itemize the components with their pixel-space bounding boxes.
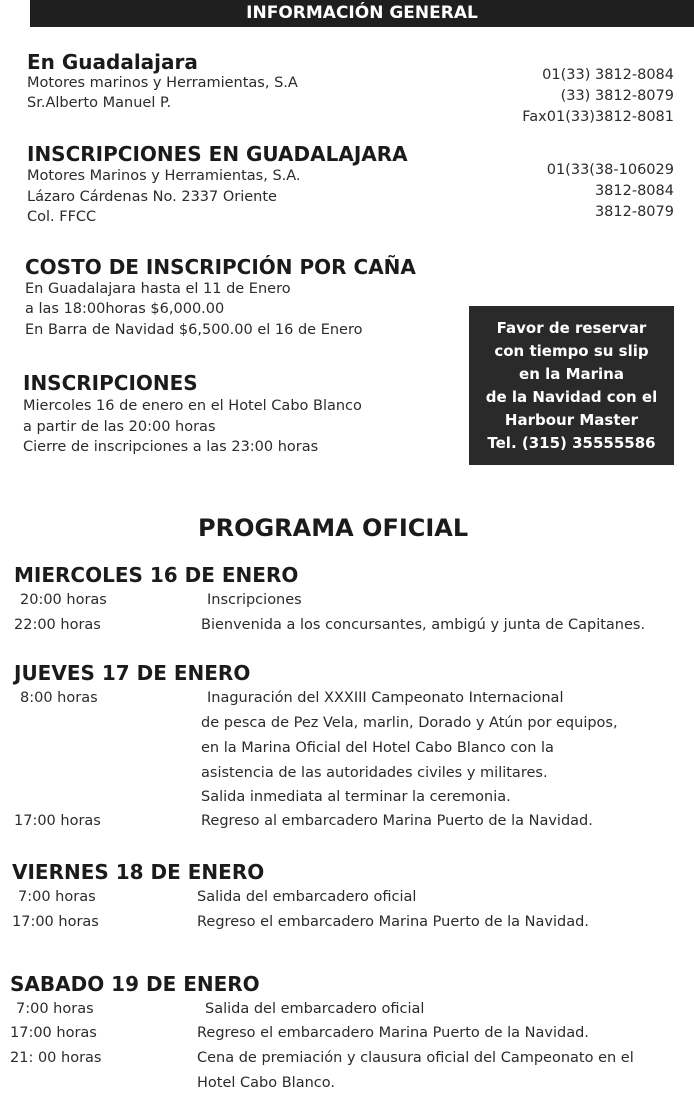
inscripciones-gdl-phone-3: 3812-8079 [594,204,674,220]
inscripciones-line-2: a partir de las 20:00 horas [23,419,216,435]
event-description: Inaguración del XXXIII Campeonato Internacional [207,690,564,706]
slip-reservation-notice [469,306,674,465]
event-description: Salida inmediata al terminar la ceremonia. [201,789,511,805]
event-description: de pesca de Pez Vela, marlin, Dorado y Atún por equipos, [201,715,618,731]
event-description: Bienvenida a los concursantes, ambigú y junta de Capitanes. [201,617,646,633]
notice-line-2: con tiempo su slip [494,342,649,360]
inscripciones-line-3: Cierre de inscripciones a las 23:00 horas [23,439,319,455]
guadalajara-fax: Fax01(33)3812-8081 [522,109,674,125]
costo-line-2: a las 18:00horas $6,000.00 [25,301,225,317]
event-time: 8:00 horas [20,690,98,706]
event-description: Regreso el embarcadero Marina Puerto de la Navidad. [197,1025,589,1041]
inscripciones-heading: INSCRIPCIONES [23,371,198,395]
day-title-viernes: VIERNES 18 DE ENERO [12,860,265,884]
notice-line-1: Favor de reservar [496,319,647,337]
event-time: 21: 00 horas [10,1050,102,1066]
notice-phone: Tel. (315) 35555586 [487,434,656,452]
section-header: INFORMACIÓN GENERAL [30,0,694,27]
event-description: Regreso al embarcadero Marina Puerto de la Navidad. [201,813,593,829]
event-time: 7:00 horas [16,1001,94,1017]
event-description: Inscripciones [207,592,302,608]
event-time: 17:00 horas [12,914,99,930]
inscripciones-gdl-line-3: Col. FFCC [27,209,97,225]
guadalajara-line-2: Sr.Alberto Manuel P. [27,95,172,111]
programa-title: PROGRAMA OFICIAL [198,514,469,542]
event-description: asistencia de las autoridades civiles y militares. [201,765,548,781]
event-description: Regreso el embarcadero Marina Puerto de la Navidad. [197,914,589,930]
guadalajara-phone-2: (33) 3812-8079 [560,88,674,104]
notice-line-4: de la Navidad con el [485,388,658,406]
guadalajara-phone-1: 01(33) 3812-8084 [542,67,674,83]
costo-heading: COSTO DE INSCRIPCIÓN POR CAÑA [25,255,416,279]
event-time: 20:00 horas [20,592,107,608]
event-time: 17:00 horas [10,1025,97,1041]
inscripciones-line-1: Miercoles 16 de enero en el Hotel Cabo Blanco [23,398,362,414]
inscripciones-gdl-phone-1: 01(33(38-106029 [546,162,674,178]
event-time: 7:00 horas [18,889,96,905]
event-time: 17:00 horas [14,813,101,829]
inscripciones-gdl-heading: INSCRIPCIONES EN GUADALAJARA [27,142,408,166]
guadalajara-heading: En Guadalajara [27,50,198,74]
inscripciones-gdl-line-1: Motores Marinos y Herramientas, S.A. [27,168,301,184]
event-description: Salida del embarcadero oficial [205,1001,425,1017]
costo-line-1: En Guadalajara hasta el 11 de Enero [25,281,291,297]
day-title-sabado: SABADO 19 DE ENERO [10,972,260,996]
inscripciones-gdl-phone-2: 3812-8084 [594,183,674,199]
notice-line-3: en la Marina [519,365,624,383]
guadalajara-line-1: Motores marinos y Herramientas, S.A [27,75,298,91]
inscripciones-gdl-line-2: Lázaro Cárdenas No. 2337 Oriente [27,189,277,205]
costo-line-3: En Barra de Navidad $6,500.00 el 16 de Enero [25,322,363,338]
day-title-miercoles: MIERCOLES 16 DE ENERO [14,563,299,587]
event-description: en la Marina Oficial del Hotel Cabo Blanco con la [201,740,554,756]
event-description: Cena de premiación y clausura oficial del Campeonato en el [197,1050,634,1066]
notice-line-5: Harbour Master [504,411,639,429]
event-time: 22:00 horas [14,617,101,633]
event-description: Salida del embarcadero oficial [197,889,417,905]
day-title-jueves: JUEVES 17 DE ENERO [14,661,251,685]
event-description: Hotel Cabo Blanco. [197,1075,335,1091]
